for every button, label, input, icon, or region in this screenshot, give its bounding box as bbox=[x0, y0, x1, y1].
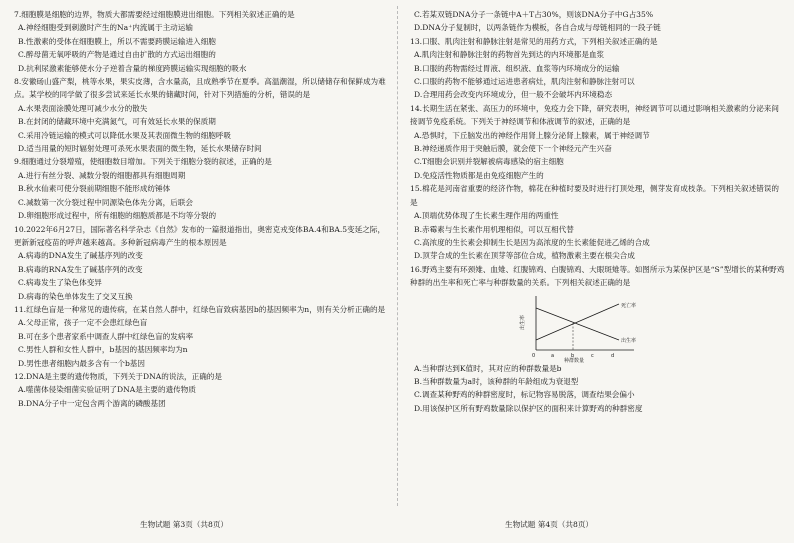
answer-option: A.进行有丝分裂、减数分裂的细胞都具有细胞周期 bbox=[18, 170, 186, 180]
answer-option: C.采用冷链运输的模式可以降低水果及其表面微生物的细胞呼吸 bbox=[18, 130, 231, 140]
answer-option: B.口服的药物需经过胃液、组织液、血浆等内环境成分的运输 bbox=[414, 63, 620, 73]
birth-rate-label: 出生率 bbox=[621, 337, 637, 344]
y-axis-label: 出生率 bbox=[520, 314, 526, 330]
question-stem: 14.长期生活在紧张、高压力的环境中，免疫力会下降，研究表明，神经调节可以通过影响相关激素的分泌来间接调节免疫系统。下列关于神经调节和体液调节的叙述，正确的是 bbox=[410, 103, 779, 127]
question bbox=[14, 155, 389, 222]
question bbox=[14, 75, 389, 155]
answer-option: D.免疫活性物质都是由免疫细胞产生的 bbox=[414, 170, 544, 180]
answer-option: C.T细胞会识别并裂解被病毒感染的宿主细胞 bbox=[414, 157, 564, 167]
question bbox=[14, 8, 389, 75]
answer-option: D.DNA分子复制时，以两条链作为模板，各自合成与母链相同的一段子链 bbox=[414, 23, 661, 33]
question-stem: 10.2022年6月27日，国际著名科学杂志《自然》发布的一篇报道指出，奥密克戎变体BA.4和BA.5变延之际，更新新冠疫苗的呼声越来越高。多种新冠病毒产生的根本原因是 bbox=[14, 224, 386, 247]
answer-option: A.当种群达到K值时，其对应的种群数量是b bbox=[414, 363, 562, 373]
population-chart-svg bbox=[514, 292, 654, 364]
question-stem: 13.口服、肌肉注射和静脉注射是常见的用药方式，下列相关叙述正确的是 bbox=[410, 36, 658, 46]
answer-option: D.合理用药会改变内环境成分，但一般不会破坏内环境稳态 bbox=[414, 90, 613, 100]
answer-option: B.可在多个患者家系中调查人群中红绿色盲的发病率 bbox=[18, 331, 194, 341]
answer-option: D.抗利尿激素能够使水分子逆着含量的梯度跨膜运输实现细胞的吸水 bbox=[18, 63, 247, 73]
answer-option: B.当种群数量为a时，该种群的年龄组成为衰退型 bbox=[414, 376, 579, 386]
answer-option: C.男性人群和女性人群中，b基因的基因频率均为n bbox=[18, 345, 188, 355]
answer-option: B.性激素的受体在细胞膜上，所以不需要跨膜运输进入细胞 bbox=[18, 36, 216, 46]
answer-option: A.病毒的DNA发生了碱基序列的改变 bbox=[18, 251, 143, 261]
question-stem: 9.细胞通过分裂增殖，使细胞数目增加。下列关于细胞分裂的叙述，正确的是 bbox=[14, 157, 272, 167]
question-stem: 12.DNA是主要的遗传物质，下列关于DNA的说法，正确的是 bbox=[14, 371, 222, 381]
answer-option: A.顶端优势体现了生长素生理作用的两重性 bbox=[414, 211, 559, 221]
answer-option: B.神经递质作用于突触后膜，就会使下一个神经元产生兴奋 bbox=[414, 144, 612, 154]
x-tick-0: 0 bbox=[532, 352, 536, 359]
question bbox=[14, 370, 389, 410]
left-column bbox=[14, 8, 389, 410]
question bbox=[410, 182, 785, 262]
answer-option: D.顶芽合成的生长素在顶芽等部位合成，植物激素主要在根尖合成 bbox=[414, 251, 635, 261]
footer-left: 生物试题 第3页（共8页） bbox=[140, 520, 229, 529]
answer-option: C.醉母菌无氧呼吸的产物是通过自由扩散的方式运出细胞的 bbox=[18, 50, 216, 60]
population-chart bbox=[514, 292, 654, 364]
answer-option: C.若某双链DNA分子一条链中A＋T占30%，则该DNA分子中G占35% bbox=[414, 10, 654, 19]
answer-option: C.高浓度的生长素会抑制生长是因为高浓度的生长素能促进乙烯的合成 bbox=[414, 237, 650, 247]
answer-option: B.在封闭的储藏环境中充满氮气，可有效延长水果的保质期 bbox=[18, 117, 216, 127]
answer-option: D.用该保护区所有野鸡数量除以保护区的面积来计算野鸡的种群密度 bbox=[414, 403, 643, 413]
question-stem: 16.野鸡主要有环颈雉、血雉、红腹锦鸡、白腹锦鸡、大眼斑雉等。如图所示为某保护区是“S”型增长的某种野鸡种群的出生率和死亡率与种群数量的关系。下列相关叙述正确的是 bbox=[410, 264, 785, 288]
answer-option: C.减数第一次分裂过程中同源染色体先分离，后联会 bbox=[18, 197, 194, 207]
answer-option: A.恐惧时，下丘脑发出的神经作用肾上腺分泌肾上腺素，属于神经调节 bbox=[414, 130, 650, 140]
answer-option: C.口服的药物不能够通过运进患者病灶，肌肉注射和静脉注射可以 bbox=[414, 77, 635, 87]
question bbox=[14, 303, 389, 370]
answer-option: C.病毒发生了染色体变异 bbox=[18, 278, 102, 288]
x-tick-a: a bbox=[551, 352, 555, 359]
question bbox=[410, 263, 785, 415]
footer-right: 生物试题 第4页（共8页） bbox=[505, 520, 594, 529]
answer-option: B.秋水仙素可使分裂前期细胞不能形成纺锤体 bbox=[18, 184, 171, 194]
x-axis-label: 种群数量 bbox=[564, 357, 585, 364]
answer-option: B.病毒的RNA发生了碱基序列的改变 bbox=[18, 264, 143, 274]
question bbox=[14, 223, 389, 303]
x-tick-c: c bbox=[591, 352, 594, 359]
question-stem: 15.棉花是河南省重要的经济作物，棉花在种植时要及时进行打顶处理，侧芽发育成枝条。下列相关叙述错误的是 bbox=[410, 184, 779, 207]
right-column bbox=[410, 8, 785, 415]
answer-option: C.调查某种野鸡的种群密度时，标记物容易脱落，调查结果会偏小 bbox=[414, 390, 635, 400]
question-stem: 11.红绿色盲是一种常见的遗传病，在某自然人群中，红绿色盲致病基因b的基因频率为n，则有关分析正确的是 bbox=[14, 304, 386, 314]
answer-option: A.父母正常，孩子一定不会患红绿色盲 bbox=[18, 318, 148, 328]
question bbox=[410, 35, 785, 102]
answer-option: B.DNA分子中一定包含两个游离的磷酸基团 bbox=[18, 398, 166, 408]
death-rate-label: 死亡率 bbox=[621, 302, 637, 309]
question-stem: 7.细胞膜是细胞的边界，物质大都需要经过细胞膜进出细胞。下列相关叙述正确的是 bbox=[14, 10, 295, 19]
birth-rate-line bbox=[536, 308, 619, 340]
answer-option: B.赤霉素与生长素作用机理相似，可以互相代替 bbox=[414, 224, 574, 234]
answer-option: A.水果表面涂膜处理可减少水分的散失 bbox=[18, 103, 148, 113]
question bbox=[410, 102, 785, 182]
answer-option: D.卵细胞形成过程中，所有细胞的细胞质都是不均等分裂的 bbox=[18, 211, 217, 221]
answer-option: D.男性患者细胞内最多含有一个b基因 bbox=[18, 358, 145, 368]
answer-option: A.肌肉注射和静脉注射的药物首先到达的内环境都是血浆 bbox=[414, 50, 605, 60]
answer-option: A.噬菌体侵染细菌实验证明了DNA是主要的遗传物质 bbox=[18, 385, 196, 395]
x-tick-b: b bbox=[571, 352, 575, 359]
page-divider bbox=[397, 6, 398, 506]
death-rate-line bbox=[536, 304, 619, 340]
answer-option: D.病毒的染色单体发生了交叉互换 bbox=[18, 291, 133, 301]
question-stem: 8.安徽砀山盛产梨，桃等水果，果实皮薄，含水量高，且成熟季节在夏季。高温潮湿，所以储储存和保鲜成为难点。某学校的同学做了很多尝试来延长水果的储藏时间，针对下列措施的分析，错误的是 bbox=[14, 77, 386, 100]
x-tick-d: d bbox=[611, 352, 615, 359]
question bbox=[410, 8, 785, 35]
answer-option: D.适当用量的短时辐射处理可杀死水果表面的微生物，延长水果储存时间 bbox=[18, 144, 262, 154]
answer-option: A.神经细胞受到刺激时产生的Na⁺内流属于主动运输 bbox=[18, 23, 193, 33]
